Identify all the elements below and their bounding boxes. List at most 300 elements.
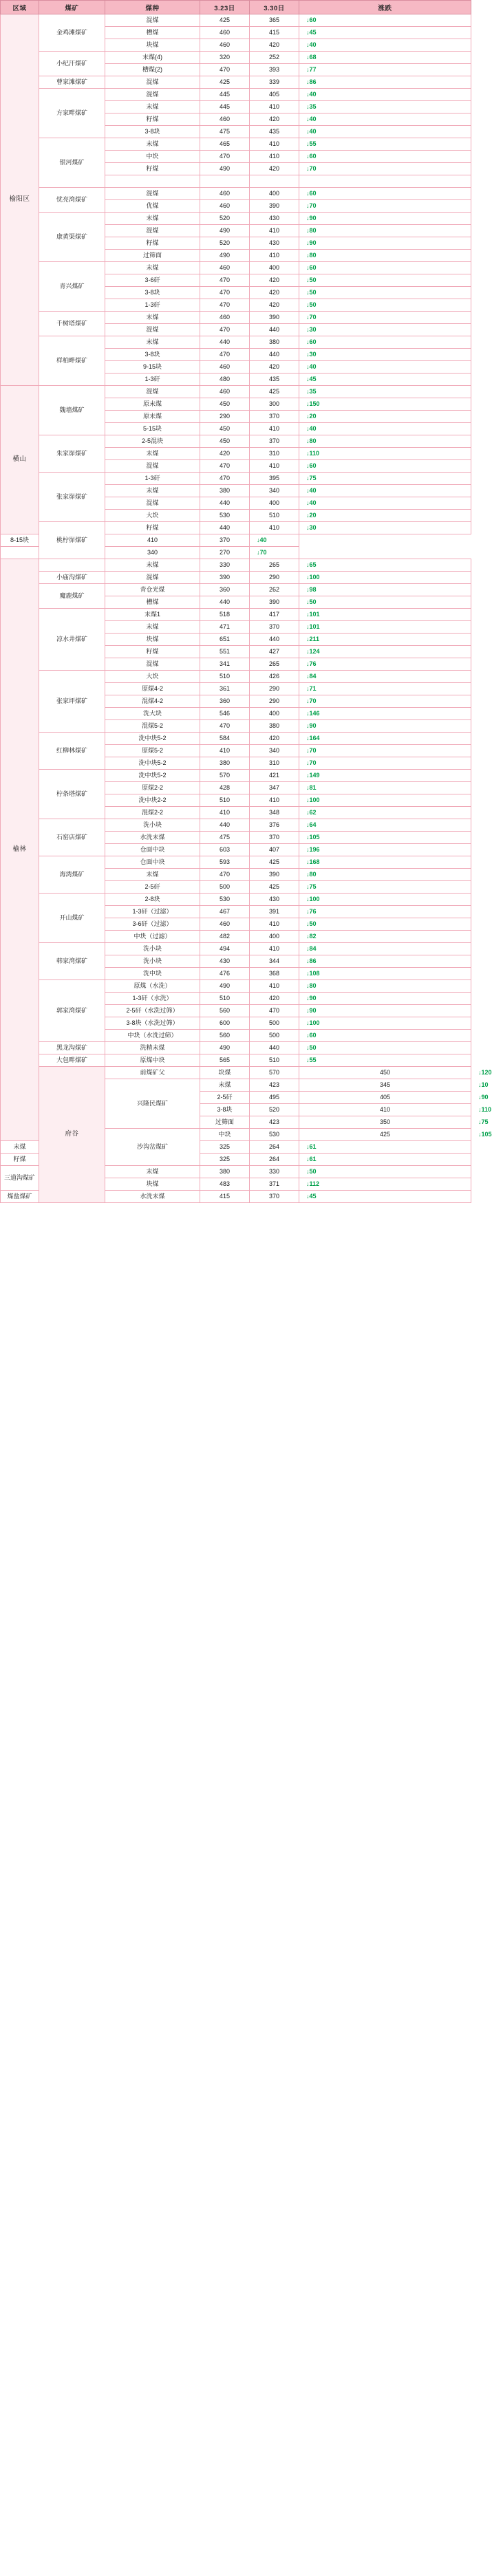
price-previous-cell: 470: [200, 287, 250, 299]
mine-name-cell: 海湾煤矿: [39, 856, 105, 894]
coal-type-cell: 末煤: [200, 1079, 250, 1092]
price-change-cell: ↓50: [299, 299, 471, 312]
coal-type-cell: 混煤: [105, 188, 200, 200]
price-change-cell: ↓76: [299, 658, 471, 671]
price-previous-cell: 520: [200, 213, 250, 225]
coal-type-cell: 籽煤: [105, 163, 200, 175]
price-current-cell: 407: [250, 844, 299, 856]
table-row: [1, 213, 471, 225]
coal-type-cell: 1-3矸（水洗）: [105, 993, 200, 1005]
price-previous-cell: 470: [200, 869, 250, 881]
price-current-cell: 370: [250, 621, 299, 634]
price-current-cell: 300: [250, 398, 299, 411]
price-change-cell: ↓35: [299, 386, 471, 398]
price-previous-cell: 551: [200, 646, 250, 658]
price-change-cell: ↓75: [299, 473, 471, 485]
table-row: 府谷 前煤矿父 块煤 570 450 ↓120: [1, 1067, 471, 1079]
coal-type-cell: 3-8块: [105, 287, 200, 299]
price-change-cell: ↓100: [299, 794, 471, 807]
price-previous-cell: 460: [200, 262, 250, 274]
price-current-cell: 265: [250, 658, 299, 671]
price-current-cell: 410: [250, 423, 299, 435]
price-change-cell: ↓30: [299, 349, 471, 361]
coal-type-cell: 籽煤: [1, 1154, 39, 1166]
coal-type-cell: 洗中块2-2: [105, 794, 200, 807]
coal-type-cell: 块煤: [200, 1067, 250, 1079]
price-current-cell: 410: [250, 943, 299, 955]
coal-type-cell: 混煤: [105, 572, 200, 584]
price-previous-cell: 603: [200, 844, 250, 856]
price-current-cell: 425: [250, 386, 299, 398]
price-previous-cell: 470: [200, 151, 250, 163]
coal-type-cell: 槽煤(2): [105, 64, 200, 76]
price-current-cell: 344: [250, 955, 299, 968]
price-change-cell: ↓70: [299, 312, 471, 324]
table-row: [1, 14, 471, 27]
price-current-cell: 391: [250, 906, 299, 918]
price-previous-cell: 482: [200, 931, 250, 943]
price-change-cell: ↓70: [299, 757, 471, 770]
price-previous-cell: 510: [200, 993, 250, 1005]
region-cell: 榆林: [1, 559, 39, 1141]
price-previous-cell: 440: [200, 819, 250, 832]
price-current-cell: 410: [250, 138, 299, 151]
price-current-cell: 426: [250, 671, 299, 683]
price-current-cell: 410: [299, 1104, 471, 1116]
coal-type-cell: 优煤: [105, 200, 200, 213]
coal-type-cell: 混煤: [105, 225, 200, 237]
coal-type-cell: 混煤2-2: [105, 807, 200, 819]
price-previous-cell: 570: [250, 1067, 299, 1079]
price-change-cell: ↓70: [299, 745, 471, 757]
price-current-cell: 370: [250, 435, 299, 448]
price-current-cell: 420: [250, 993, 299, 1005]
price-current-cell: 365: [250, 14, 299, 27]
price-previous-cell: 460: [200, 200, 250, 213]
coal-type-cell: 洗小块: [105, 819, 200, 832]
coal-type-cell: 1-3矸（过滤）: [105, 906, 200, 918]
price-change-cell: ↓40: [250, 534, 299, 547]
price-previous-cell: 450: [200, 398, 250, 411]
price-change-cell: ↓90: [299, 213, 471, 225]
price-change-cell: ↓75: [299, 881, 471, 894]
coal-type-cell: 混煤: [105, 460, 200, 473]
price-current-cell: 435: [250, 374, 299, 386]
price-previous-cell: 560: [200, 1030, 250, 1042]
price-change-cell: ↓50: [299, 918, 471, 931]
region-cell: 榆阳区: [1, 14, 39, 386]
price-previous-cell: 460: [200, 361, 250, 374]
price-change-cell: ↓45: [299, 374, 471, 386]
price-change-cell: ↓68: [299, 52, 471, 64]
coal-type-cell: 混煤: [105, 76, 200, 89]
price-current-cell: 405: [250, 89, 299, 101]
price-previous-cell: 440: [200, 596, 250, 609]
price-current-cell: 330: [250, 1166, 299, 1178]
price-current-cell: 380: [250, 336, 299, 349]
price-change-cell: ↓61: [299, 1154, 471, 1166]
price-previous-cell: 495: [250, 1092, 299, 1104]
price-current-cell: 252: [250, 52, 299, 64]
price-change-cell: ↓100: [299, 572, 471, 584]
price-change-cell: ↓82: [299, 931, 471, 943]
price-previous-cell: 546: [200, 708, 250, 720]
price-change-cell: ↓110: [299, 448, 471, 460]
table-row: [1, 435, 471, 448]
price-change-cell: ↓40: [299, 485, 471, 497]
mine-name-cell: 张家坪煤矿: [39, 671, 105, 733]
table-row: [1, 138, 471, 151]
coal-type-cell: 大块: [105, 671, 200, 683]
price-previous-cell: 430: [200, 955, 250, 968]
coal-type-cell: 末煤: [1, 1141, 39, 1154]
coal-type-cell: 2-5矸（水洗过筛）: [105, 1005, 200, 1017]
coal-type-cell: 混煤: [105, 386, 200, 398]
header-region: 区域: [1, 1, 39, 14]
price-change-cell: ↓55: [299, 138, 471, 151]
coal-type-cell: 末煤1: [105, 609, 200, 621]
mine-name-cell: 魔鹿煤矿: [39, 584, 105, 609]
table-row: [1, 52, 471, 64]
price-previous-cell: 320: [200, 52, 250, 64]
mine-name-cell: 张家峁煤矿: [39, 473, 105, 522]
price-current-cell: 390: [250, 596, 299, 609]
price-current-cell: 370: [250, 1191, 299, 1203]
price-previous-cell: 510: [200, 794, 250, 807]
coal-type-cell: 末煤: [105, 621, 200, 634]
mine-name-cell: 大包畔煤矿: [39, 1054, 105, 1067]
price-current-cell: 390: [250, 200, 299, 213]
price-previous-cell: 490: [200, 980, 250, 993]
mine-name-cell: 石窑店煤矿: [39, 819, 105, 856]
price-current-cell: 368: [250, 968, 299, 980]
mine-name-cell: 黑龙沟煤矿: [39, 1042, 105, 1054]
coal-type-cell: 混煤: [105, 324, 200, 336]
price-change-cell: ↓20: [299, 411, 471, 423]
table-row: [1, 386, 471, 398]
price-previous-cell: 470: [200, 274, 250, 287]
price-change-cell: ↓105: [299, 832, 471, 844]
price-current-cell: 270: [200, 547, 250, 559]
price-previous-cell: 380: [200, 485, 250, 497]
coal-type-cell: [105, 175, 200, 188]
mine-name-cell: 银河煤矿: [39, 138, 105, 188]
price-previous-cell: 500: [200, 881, 250, 894]
coal-type-cell: 大块: [105, 510, 200, 522]
price-previous-cell: 410: [200, 807, 250, 819]
coal-type-cell: 末煤: [105, 485, 200, 497]
price-previous-cell: 490: [200, 163, 250, 175]
coal-type-cell: 原末煤: [105, 411, 200, 423]
price-previous-cell: 423: [250, 1079, 299, 1092]
coal-type-cell: 混煤: [105, 497, 200, 510]
table-row: [1, 559, 471, 572]
price-change-cell: ↓101: [299, 621, 471, 634]
price-change-cell: ↓211: [299, 634, 471, 646]
price-previous-cell: 471: [200, 621, 250, 634]
table-row: 2-5矸 495 405 ↓90: [1, 1092, 471, 1104]
table-row: [1, 584, 471, 596]
price-previous-cell: 510: [200, 671, 250, 683]
price-change-cell: ↓50: [299, 1166, 471, 1178]
price-previous-cell: 530: [200, 894, 250, 906]
price-current-cell: 390: [250, 869, 299, 881]
price-previous-cell: 340: [105, 547, 200, 559]
coal-type-cell: 混煤: [105, 658, 200, 671]
price-change-cell: ↓40: [299, 113, 471, 126]
price-current-cell: 264: [250, 1154, 299, 1166]
price-current-cell: 393: [250, 64, 299, 76]
price-change-cell: ↓40: [299, 361, 471, 374]
price-change-cell: ↓101: [299, 609, 471, 621]
mine-name-cell: 曹家滩煤矿: [39, 76, 105, 89]
price-change-cell: ↓62: [299, 807, 471, 819]
price-previous-cell: 425: [200, 76, 250, 89]
price-previous-cell: 565: [200, 1054, 250, 1067]
price-change-cell: ↓45: [299, 1191, 471, 1203]
coal-type-cell: 籽煤: [105, 646, 200, 658]
table-row: [1, 1042, 471, 1054]
price-current-cell: 350: [299, 1116, 471, 1129]
price-previous-cell: 518: [200, 609, 250, 621]
price-change-cell: ↓40: [299, 89, 471, 101]
price-change-cell: ↓150: [299, 398, 471, 411]
price-change-cell: ↓80: [299, 225, 471, 237]
price-change-cell: ↓71: [299, 683, 471, 695]
price-change-cell: ↓84: [299, 671, 471, 683]
coal-type-cell: 3-8块: [200, 1104, 250, 1116]
price-previous-cell: 494: [200, 943, 250, 955]
mine-name-cell: 魏墙煤矿: [39, 386, 105, 435]
price-current-cell: 421: [250, 770, 299, 782]
coal-type-cell: 洗中块5-2: [105, 757, 200, 770]
price-change-cell: ↓35: [299, 101, 471, 113]
coal-type-cell: 洗中块5-2: [105, 733, 200, 745]
price-current-cell: 390: [250, 312, 299, 324]
coal-type-cell: 水洗末煤: [105, 1191, 200, 1203]
price-previous-cell: 530: [250, 1129, 299, 1141]
coal-type-cell: 1-3矸: [105, 299, 200, 312]
price-change-cell: ↓90: [299, 993, 471, 1005]
mine-name-cell: 方家畔煤矿: [39, 89, 105, 138]
header-mine: 煤矿: [39, 1, 105, 14]
mine-name-cell: 三道沟煤矿: [1, 1166, 39, 1191]
price-current-cell: 425: [299, 1129, 471, 1141]
coal-type-cell: 原煤4-2: [105, 683, 200, 695]
price-previous-cell: 380: [200, 1166, 250, 1178]
price-previous-cell: 460: [200, 113, 250, 126]
price-current-cell: 430: [250, 213, 299, 225]
table-row: [1, 856, 471, 869]
table-row: [1, 572, 471, 584]
mine-name-cell: 前煤矿父: [105, 1067, 200, 1079]
price-change-cell: ↓30: [299, 324, 471, 336]
price-change-cell: ↓60: [299, 336, 471, 349]
table-row: [1, 819, 471, 832]
price-current-cell: 340: [250, 485, 299, 497]
price-previous-cell: 460: [200, 312, 250, 324]
price-previous-cell: 480: [200, 374, 250, 386]
price-change-cell: ↓90: [299, 720, 471, 733]
table-row: [1, 770, 471, 782]
price-change-cell: ↓164: [299, 733, 471, 745]
price-change-cell: ↓65: [299, 559, 471, 572]
mine-name-cell: 忧亮湾煤矿: [39, 188, 105, 213]
price-current-cell: 435: [250, 126, 299, 138]
mine-name-cell: 郭家湾煤矿: [39, 980, 105, 1042]
coal-type-cell: 中块: [200, 1129, 250, 1141]
price-change-cell: ↓100: [299, 1017, 471, 1030]
price-current-cell: 420: [250, 733, 299, 745]
header-change: 涨跌: [299, 1, 471, 14]
price-change-cell: ↓40: [299, 126, 471, 138]
price-current-cell: [250, 175, 299, 188]
mine-name-cell: 煤盐煤矿: [1, 1191, 39, 1203]
price-previous-cell: 390: [200, 572, 250, 584]
table-body: [1, 14, 492, 1203]
price-change-cell: ↓50: [299, 274, 471, 287]
price-current-cell: 339: [250, 76, 299, 89]
price-current-cell: 370: [200, 534, 250, 547]
price-change-cell: ↓80: [299, 250, 471, 262]
coal-type-cell: 中块（水洗过筛）: [105, 1030, 200, 1042]
price-current-cell: 415: [250, 27, 299, 39]
coal-type-cell: 中块: [105, 151, 200, 163]
coal-type-cell: 末煤: [105, 1166, 200, 1178]
price-current-cell: 510: [250, 1054, 299, 1067]
coal-type-cell: 末煤: [105, 101, 200, 113]
price-previous-cell: 425: [200, 14, 250, 27]
coal-type-cell: 仓面中块: [105, 856, 200, 869]
price-change-cell: ↓55: [299, 1054, 471, 1067]
price-current-cell: 310: [250, 448, 299, 460]
price-previous-cell: 410: [105, 534, 200, 547]
table-row: [1, 733, 471, 745]
table-row: [1, 894, 471, 906]
mine-name-cell: 桃柠峁煤矿: [39, 522, 105, 559]
table-row: [1, 262, 471, 274]
price-previous-cell: 570: [200, 770, 250, 782]
coal-type-cell: 原煤2-2: [105, 782, 200, 794]
price-change-cell: ↓149: [299, 770, 471, 782]
coal-price-table: [0, 0, 492, 1203]
price-change-cell: ↓60: [299, 1030, 471, 1042]
coal-type-cell: 2-5矸: [105, 881, 200, 894]
price-current-cell: 376: [250, 819, 299, 832]
mine-name-cell: 小庙沟煤矿: [39, 572, 105, 584]
price-previous-cell: 530: [200, 510, 250, 522]
table-row: [1, 1054, 471, 1067]
price-change-cell: ↓64: [299, 819, 471, 832]
price-current-cell: 410: [250, 522, 299, 534]
price-change-cell: ↓196: [299, 844, 471, 856]
price-current-cell: 410: [250, 794, 299, 807]
price-current-cell: 430: [250, 894, 299, 906]
price-previous-cell: 520: [250, 1104, 299, 1116]
price-change-cell: ↓81: [299, 782, 471, 794]
price-previous-cell: 584: [200, 733, 250, 745]
price-previous-cell: 410: [200, 745, 250, 757]
coal-type-cell: 末煤: [105, 448, 200, 460]
price-previous-cell: 476: [200, 968, 250, 980]
price-change-cell: ↓98: [299, 584, 471, 596]
price-current-cell: 290: [250, 683, 299, 695]
coal-type-cell: 混煤4-2: [105, 695, 200, 708]
price-current-cell: 264: [250, 1141, 299, 1154]
price-current-cell: 420: [250, 113, 299, 126]
coal-type-cell: 原末煤: [105, 398, 200, 411]
coal-type-cell: 1-3矸: [105, 473, 200, 485]
header-coal-type: 煤种: [105, 1, 200, 14]
price-current-cell: 410: [250, 980, 299, 993]
price-current-cell: 410: [250, 151, 299, 163]
coal-type-cell: 原煤中块: [105, 1054, 200, 1067]
price-previous-cell: 600: [200, 1017, 250, 1030]
coal-type-cell: 青仓光煤: [105, 584, 200, 596]
price-current-cell: 510: [250, 510, 299, 522]
price-change-cell: ↓70: [299, 200, 471, 213]
price-change-cell: ↓60: [299, 151, 471, 163]
price-current-cell: 420: [250, 287, 299, 299]
price-previous-cell: 593: [200, 856, 250, 869]
price-current-cell: 265: [250, 559, 299, 572]
price-current-cell: 410: [250, 918, 299, 931]
coal-type-cell: 过筛面: [200, 1116, 250, 1129]
price-current-cell: 347: [250, 782, 299, 794]
price-current-cell: 410: [250, 460, 299, 473]
price-previous-cell: 450: [200, 423, 250, 435]
coal-type-cell: 末煤: [105, 869, 200, 881]
price-current-cell: 450: [299, 1067, 471, 1079]
price-previous-cell: 560: [200, 1005, 250, 1017]
mine-name-cell: 开山煤矿: [39, 894, 105, 943]
price-previous-cell: 460: [200, 39, 250, 52]
price-previous-cell: 520: [200, 237, 250, 250]
price-current-cell: 425: [250, 856, 299, 869]
coal-type-cell: 籽煤: [105, 522, 200, 534]
price-current-cell: 400: [250, 188, 299, 200]
price-previous-cell: 423: [250, 1116, 299, 1129]
price-change-cell: ↓80: [299, 869, 471, 881]
price-change-cell: ↓40: [299, 39, 471, 52]
price-current-cell: 440: [250, 1042, 299, 1054]
price-change-cell: ↓80: [299, 435, 471, 448]
price-current-cell: 400: [250, 931, 299, 943]
price-previous-cell: 380: [200, 757, 250, 770]
price-previous-cell: 440: [200, 497, 250, 510]
coal-type-cell: 3-8块: [105, 126, 200, 138]
coal-type-cell: 9-15块: [105, 361, 200, 374]
mine-name-cell: [39, 559, 105, 572]
coal-type-cell: 2-5混块: [105, 435, 200, 448]
price-previous-cell: 361: [200, 683, 250, 695]
coal-type-cell: 洗大块: [105, 708, 200, 720]
price-current-cell: 310: [250, 757, 299, 770]
coal-type-cell: 末煤: [105, 559, 200, 572]
price-previous-cell: 460: [200, 918, 250, 931]
coal-type-cell: 块煤: [105, 39, 200, 52]
coal-type-cell: 原煤（水洗）: [105, 980, 200, 993]
price-change-cell: ↓40: [299, 497, 471, 510]
price-change-cell: ↓30: [299, 522, 471, 534]
price-current-cell: 500: [250, 1017, 299, 1030]
coal-type-cell: 末煤: [105, 312, 200, 324]
coal-type-cell: 仓面中块: [105, 844, 200, 856]
table-row: [1, 89, 471, 101]
price-previous-cell: 440: [200, 336, 250, 349]
price-current-cell: 345: [299, 1079, 471, 1092]
price-current-cell: 500: [250, 1030, 299, 1042]
